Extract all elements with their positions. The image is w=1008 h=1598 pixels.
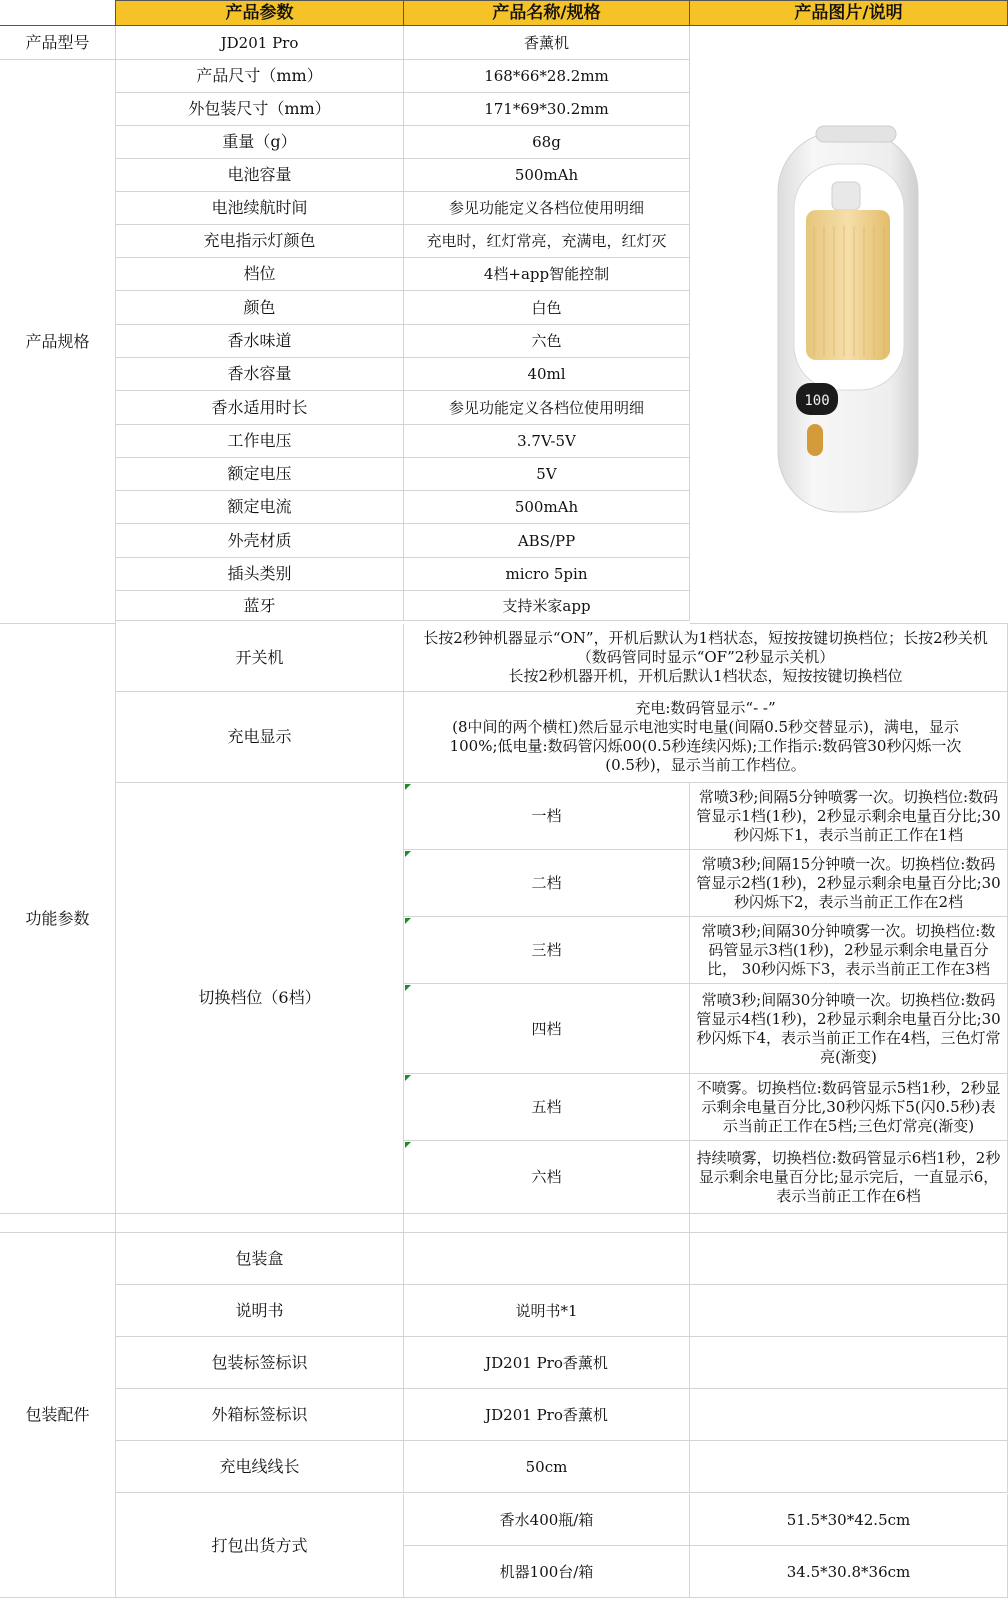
spec-value: 168*66*28.2mm: [404, 60, 690, 93]
spec-key: 产品尺寸（mm）: [116, 60, 404, 93]
spec-value: 40ml: [404, 358, 690, 391]
package-value: JD201 Pro香薰机: [404, 1389, 690, 1441]
spec-value: micro 5pin: [404, 558, 690, 591]
package-note: [690, 1233, 1008, 1285]
header-product-params: 产品参数: [116, 0, 404, 26]
spec-value: 171*69*30.2mm: [404, 93, 690, 126]
package-value: [404, 1233, 690, 1285]
spec-value: 白色: [404, 291, 690, 325]
shipping-label: 打包出货方式: [116, 1494, 404, 1598]
perfume-liquid: [806, 210, 890, 360]
spec-value: 参见功能定义各档位使用明细: [404, 391, 690, 425]
spec-key: 蓝牙: [116, 591, 404, 621]
gear-desc: 不喷雾。切换档位:数码管显示5档1秒，2秒显示剩余电量百分比,30秒闪烁下5(闪0.5秒)表示当前正工作在5档;三色灯常亮(渐变): [690, 1074, 1008, 1141]
header-product-name-spec: 产品名称/规格: [404, 0, 690, 26]
spacer-cell: [404, 1214, 690, 1233]
spec-key: 香水容量: [116, 358, 404, 391]
model-value: JD201 Pro: [116, 26, 404, 60]
spec-key: 外包装尺寸（mm）: [116, 93, 404, 126]
charge-label: 充电显示: [116, 692, 404, 783]
gear-name: 六档: [404, 1141, 690, 1214]
header-blank-cell: [0, 0, 116, 26]
spec-key: 香水味道: [116, 325, 404, 358]
gear-name: 四档: [404, 984, 690, 1074]
function-section-label: 功能参数: [0, 624, 116, 1214]
package-note: [690, 1441, 1008, 1493]
spec-key: 电池容量: [116, 159, 404, 192]
power-desc: 长按2秒钟机器显示“ON”，开机后默认为1档状态，短按按键切换档位；长按2秒关机（数码管同时显示“OF”2秒显示关机） 长按2秒机器开机，开机后默认1档状态，短按按键切换档位: [404, 624, 1008, 692]
spec-value: 充电时，红灯常亮，充满电，红灯灭: [404, 225, 690, 258]
spec-key: 外壳材质: [116, 524, 404, 558]
package-value: JD201 Pro香薰机: [404, 1337, 690, 1389]
spec-key: 插头类别: [116, 558, 404, 591]
bottle-neck: [832, 182, 860, 210]
gear-name: 二档: [404, 850, 690, 917]
package-key: 包装标签标识: [116, 1337, 404, 1389]
spec-key: 额定电流: [116, 491, 404, 524]
gear-name: 五档: [404, 1074, 690, 1141]
spec-value: 3.7V-5V: [404, 425, 690, 458]
spec-key: 颜色: [116, 291, 404, 325]
spec-value: 参见功能定义各档位使用明细: [404, 192, 690, 225]
spec-value: 68g: [404, 126, 690, 159]
package-value: 说明书*1: [404, 1285, 690, 1337]
cell-comment-marker: [405, 1142, 411, 1148]
gear-desc: 常喷3秒;间隔15分钟喷一次。切换档位:数码管显示2档(1秒)，2秒显示剩余电量百分比;30秒闪烁下2，表示当前正工作在2档: [690, 850, 1008, 917]
package-note: [690, 1389, 1008, 1441]
package-key: 包装盒: [116, 1233, 404, 1285]
spec-key: 档位: [116, 258, 404, 291]
product-image-cell: [690, 26, 1008, 624]
power-label: 开关机: [116, 624, 404, 692]
gear-desc: 常喷3秒;间隔5分钟喷雾一次。切换档位:数码管显示1档(1秒)，2秒显示剩余电量百分比;30秒闪烁下1，表示当前正工作在1档: [690, 783, 1008, 850]
package-value: 50cm: [404, 1441, 690, 1493]
spacer-cell: [690, 1214, 1008, 1233]
model-label: 产品型号: [0, 26, 116, 60]
charge-desc: 充电:数码管显示“- -” (8中间的两个横杠)然后显示电池实时电量(间隔0.5秒交替显示)，满电，显示100%;低电量:数码管闪烁00(0.5秒连续闪烁);工作指示:数码管30秒闪烁一次(0.5秒)，显示当前工作档位。: [404, 692, 1008, 783]
shipping-perfume-size: 51.5*30*42.5cm: [690, 1494, 1008, 1546]
shipping-perfume: 香水400瓶/箱: [404, 1494, 690, 1546]
spec-key: 香水适用时长: [116, 391, 404, 425]
spec-value: 500mAh: [404, 491, 690, 524]
spec-value: ABS/PP: [404, 524, 690, 558]
diffuser-button: [807, 424, 823, 456]
product-name: 香薰机: [404, 26, 690, 60]
cell-comment-marker: [405, 985, 411, 991]
spacer-cell: [0, 1214, 116, 1233]
cell-comment-marker: [405, 851, 411, 857]
spec-value: 六色: [404, 325, 690, 358]
gear-desc: 持续喷雾，切换档位:数码管显示6档1秒，2秒显示剩余电量百分比;显示完后，一直显示6，表示当前正工作在6档: [690, 1141, 1008, 1214]
package-key: 外箱标签标识: [116, 1389, 404, 1441]
spec-key: 额定电压: [116, 458, 404, 491]
shipping-machine-size: 34.5*30.8*36cm: [690, 1546, 1008, 1598]
package-key: 说明书: [116, 1285, 404, 1337]
spec-key: 工作电压: [116, 425, 404, 458]
package-section-label: 包装配件: [0, 1233, 116, 1598]
cell-comment-marker: [405, 1075, 411, 1081]
package-note: [690, 1285, 1008, 1337]
package-note: [690, 1337, 1008, 1389]
spec-value: 4档+app智能控制: [404, 258, 690, 291]
spec-value: 500mAh: [404, 159, 690, 192]
shipping-machine: 机器100台/箱: [404, 1546, 690, 1598]
header-product-image-desc: 产品图片/说明: [690, 0, 1008, 26]
cell-comment-marker: [405, 918, 411, 924]
gear-name: 一档: [404, 783, 690, 850]
spec-section-label: 产品规格: [0, 60, 116, 624]
product-image: [690, 26, 1008, 624]
gear-desc: 常喷3秒;间隔30分钟喷一次。切换档位:数码管显示4档(1秒)，2秒显示剩余电量百分比;30秒闪烁下4，表示当前正工作在4档，三色灯常亮(渐变): [690, 984, 1008, 1074]
diffuser-cap: [816, 126, 896, 142]
gears-label: 切换档位（6档）: [116, 783, 404, 1214]
display-readout: 100: [804, 393, 830, 409]
spec-key: 重量（g）: [116, 126, 404, 159]
spec-key: 电池续航时间: [116, 192, 404, 225]
spec-value: 5V: [404, 458, 690, 491]
spacer-cell: [116, 1214, 404, 1233]
package-key: 充电线线长: [116, 1441, 404, 1493]
spec-value: 支持米家app: [404, 591, 690, 621]
gear-desc: 常喷3秒;间隔30分钟喷雾一次。切换档位:数码管显示3档(1秒)，2秒显示剩余电量百分比， 30秒闪烁下3，表示当前正工作在3档: [690, 917, 1008, 984]
cell-comment-marker: [405, 784, 411, 790]
spec-key: 充电指示灯颜色: [116, 225, 404, 258]
gear-name: 三档: [404, 917, 690, 984]
